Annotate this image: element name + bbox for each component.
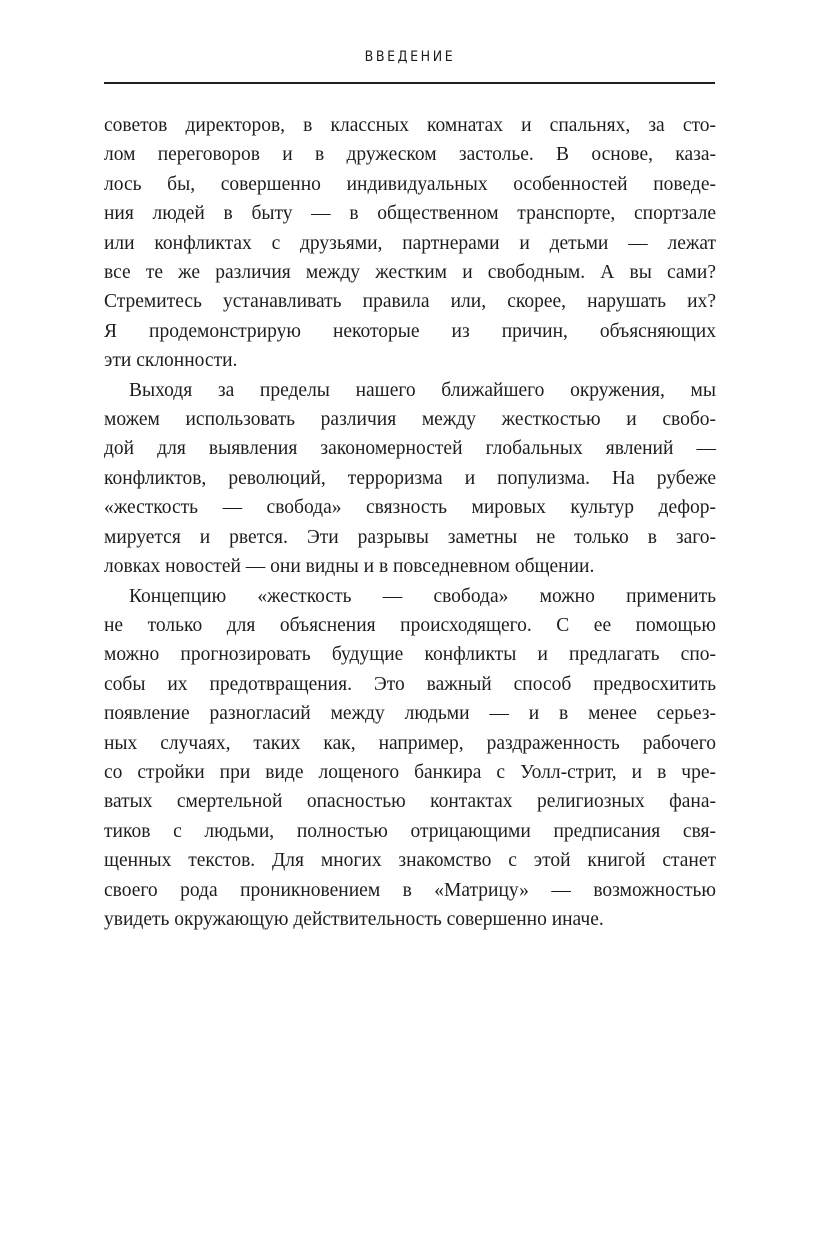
running-header: ВВЕДЕНИЕ (364, 49, 456, 65)
text-line: Концепцию «жесткость — свобода» можно применить (129, 585, 716, 607)
text-line: можем использовать различия между жесткостью и свобо- (104, 409, 716, 431)
header-rule (104, 82, 715, 84)
text-line: эти склонности. (104, 350, 238, 372)
text-line: ных случаях, таких как, например, раздраженность рабочего (104, 732, 716, 754)
text-line: своего рода проникновением в «Матрицу» — возможностью (104, 879, 716, 901)
text-line: лось бы, совершенно индивидуальных особенностей поведе- (104, 173, 716, 195)
text-line: увидеть окружающую действительность совершенно иначе. (104, 908, 604, 930)
text-line: дой для выявления закономерностей глобальных явлений — (104, 438, 716, 460)
text-line: тиков с людьми, полностью отрицающими предписания свя- (104, 820, 716, 842)
text-line: Выходя за пределы нашего ближайшего окружения, мы (129, 379, 716, 401)
text-line: ния людей в быту — в общественном транспорте, спортзале (104, 203, 716, 225)
text-line: мируется и рвется. Эти разрывы заметны не только в заго- (104, 526, 716, 548)
text-line: Я продемонстрирую некоторые из причин, объясняющих (104, 320, 716, 342)
page-text (104, 111, 716, 934)
text-line: не только для объяснения происходящего. С ее помощью (104, 614, 716, 636)
text-line: все те же различия между жестким и свободным. А вы сами? (104, 262, 716, 284)
text-line: ватых смертельной опасностью контактах религиозных фана- (104, 791, 716, 813)
text-line: «жесткость — свобода» связность мировых культур дефор- (104, 497, 716, 519)
text-line: собы их предотвращения. Это важный способ предвосхитить (104, 673, 716, 695)
paragraph (104, 111, 716, 376)
text-line: советов директоров, в классных комнатах и спальнях, за сто- (104, 115, 716, 136)
text-line: Стремитесь устанавливать правила или, скорее, нарушать их? (104, 291, 716, 313)
text-line: щенных текстов. Для многих знакомство с этой книгой станет (104, 850, 716, 872)
text-line: конфликтов, революций, терроризма и популизма. На рубеже (104, 467, 716, 489)
text-line: со стройки при виде лощеного банкира с Уолл-стрит, и в чре- (104, 761, 716, 783)
text-line: или конфликтах с друзьями, партнерами и детьми — лежат (104, 232, 716, 254)
text-line: лом переговоров и в дружеском застолье. В основе, каза- (104, 144, 716, 166)
text-line: появление разногласий между людьми — и в менее серьез- (104, 703, 716, 725)
paragraph (104, 376, 716, 582)
text-line: можно прогнозировать будущие конфликты и предлагать спо- (104, 644, 716, 666)
paragraph (104, 582, 716, 935)
text-line: ловках новостей — они видны и в повседневном общении. (104, 556, 595, 578)
